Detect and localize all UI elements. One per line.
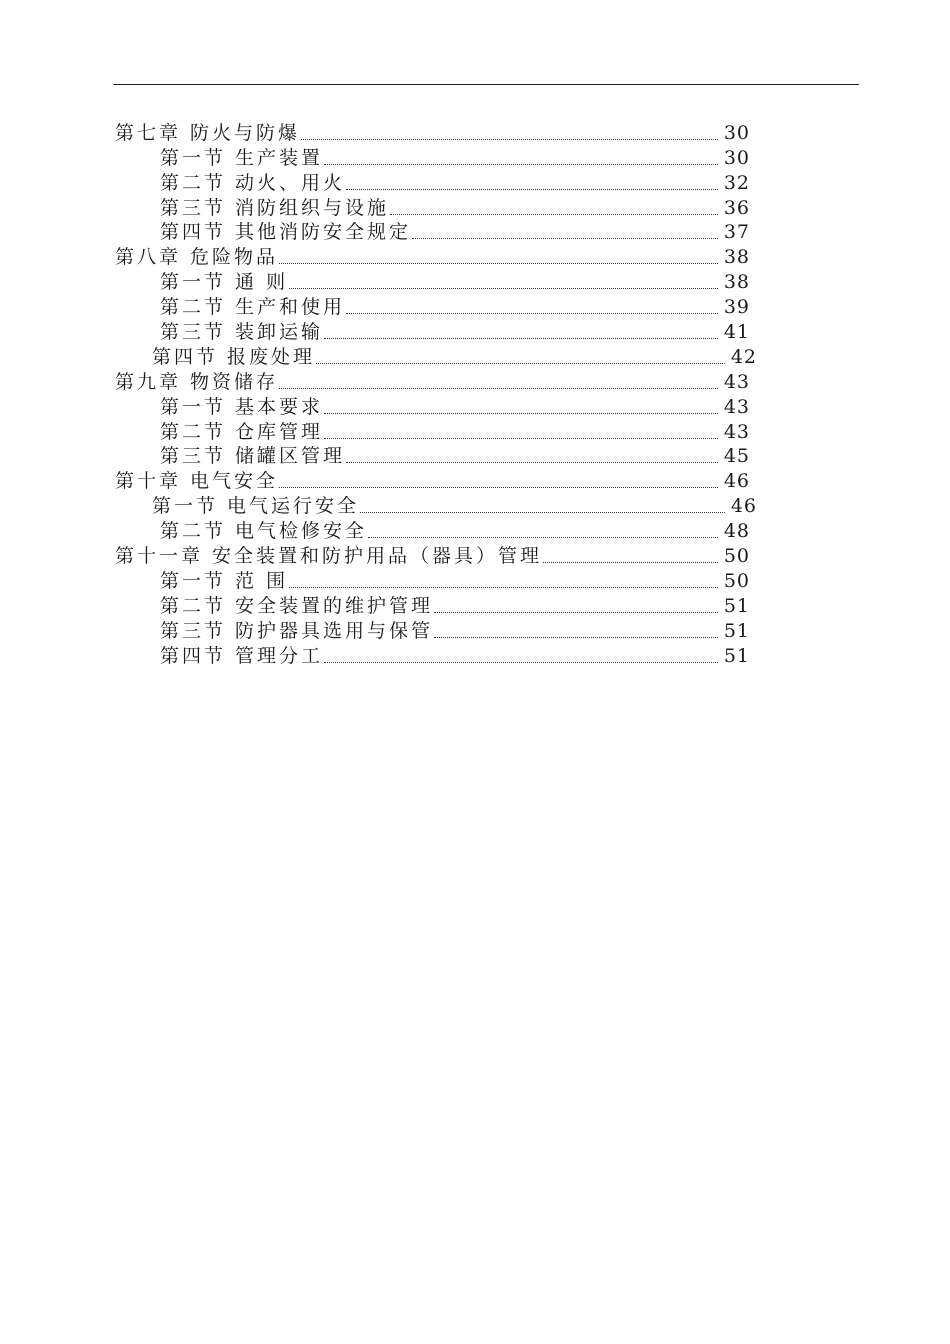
toc-entry-title: 第二节 安全装置的维护管理 <box>160 594 434 617</box>
toc-page-number: 30 <box>723 146 750 169</box>
table-of-contents <box>0 120 950 668</box>
toc-page-number: 30 <box>723 121 750 144</box>
toc-entry-title: 第十章 电气安全 <box>115 470 279 493</box>
toc-entry-title: 第八章 危险物品 <box>115 246 279 269</box>
toc-dot-leader <box>301 139 718 140</box>
toc-dot-leader <box>316 363 725 364</box>
toc-dot-leader <box>390 214 718 215</box>
toc-dot-leader <box>346 313 718 314</box>
toc-dot-leader <box>279 388 718 389</box>
toc-entry[interactable] <box>0 394 950 419</box>
toc-entry-title: 第四节 报废处理 <box>152 345 316 368</box>
toc-dot-leader <box>324 338 718 339</box>
toc-page-number: 42 <box>730 345 757 368</box>
toc-entry[interactable] <box>0 369 950 394</box>
toc-page-number: 43 <box>723 395 750 418</box>
toc-page-number: 43 <box>723 370 750 393</box>
toc-entry-title: 第一节 基本要求 <box>160 395 324 418</box>
toc-dot-leader <box>289 587 718 588</box>
toc-dot-leader <box>434 612 718 613</box>
toc-entry[interactable] <box>0 344 950 369</box>
toc-entry-title: 第一节 生产装置 <box>160 146 324 169</box>
toc-page-number: 38 <box>723 246 750 269</box>
toc-entry-title: 第一节 范 围 <box>160 569 289 592</box>
toc-page-number: 50 <box>723 569 750 592</box>
toc-page-number: 39 <box>723 296 750 319</box>
toc-entry[interactable] <box>0 568 950 593</box>
toc-dot-leader <box>279 487 718 488</box>
toc-entry[interactable] <box>0 145 950 170</box>
toc-entry[interactable] <box>0 643 950 668</box>
toc-page-number: 51 <box>723 594 750 617</box>
toc-entry-title: 第三节 装卸运输 <box>160 321 324 344</box>
toc-dot-leader <box>324 413 718 414</box>
toc-entry-title: 第二节 生产和使用 <box>160 296 346 319</box>
toc-entry[interactable] <box>0 618 950 643</box>
toc-page-number: 51 <box>723 644 750 667</box>
toc-page-number: 45 <box>723 445 750 468</box>
toc-page-number: 32 <box>723 171 750 194</box>
toc-dot-leader <box>412 238 718 239</box>
toc-entry[interactable] <box>0 518 950 543</box>
toc-entry[interactable] <box>0 269 950 294</box>
toc-dot-leader <box>360 512 725 513</box>
toc-dot-leader <box>346 189 718 190</box>
toc-dot-leader <box>279 263 718 264</box>
toc-entry[interactable] <box>0 120 950 145</box>
toc-dot-leader <box>324 662 718 663</box>
toc-dot-leader <box>324 438 718 439</box>
toc-page-number: 41 <box>723 321 750 344</box>
toc-page-number: 38 <box>723 271 750 294</box>
toc-page-number: 46 <box>730 495 757 518</box>
toc-page-number: 43 <box>723 420 750 443</box>
toc-dot-leader <box>434 637 718 638</box>
toc-entry[interactable] <box>0 593 950 618</box>
toc-entry-title: 第三节 防护器具选用与保管 <box>160 619 434 642</box>
toc-dot-leader <box>543 562 718 563</box>
toc-entry-title: 第一节 电气运行安全 <box>152 495 360 518</box>
toc-dot-leader <box>289 288 718 289</box>
toc-entry-title: 第一节 通 则 <box>160 271 289 294</box>
toc-entry-title: 第四节 其他消防安全规定 <box>160 221 412 244</box>
toc-entry[interactable] <box>0 419 950 444</box>
toc-entry[interactable] <box>0 543 950 568</box>
toc-entry[interactable] <box>0 220 950 245</box>
toc-entry[interactable] <box>0 294 950 319</box>
toc-entry-title: 第七章 防火与防爆 <box>115 121 301 144</box>
toc-page-number: 48 <box>723 520 750 543</box>
toc-entry[interactable] <box>0 444 950 469</box>
toc-page-number: 46 <box>723 470 750 493</box>
toc-entry-title: 第二节 电气检修安全 <box>160 520 368 543</box>
toc-entry[interactable] <box>0 195 950 220</box>
toc-dot-leader <box>368 537 718 538</box>
toc-entry[interactable] <box>0 170 950 195</box>
toc-entry[interactable] <box>0 493 950 518</box>
toc-entry-title: 第九章 物资储存 <box>115 370 279 393</box>
toc-dot-leader <box>346 462 718 463</box>
toc-dot-leader <box>324 164 718 165</box>
header-rule <box>113 84 859 85</box>
toc-entry[interactable] <box>0 319 950 344</box>
toc-page-number: 37 <box>723 221 750 244</box>
toc-entry[interactable] <box>0 244 950 269</box>
toc-entry-title: 第二节 动火、用火 <box>160 171 346 194</box>
toc-entry-title: 第三节 储罐区管理 <box>160 445 346 468</box>
toc-entry-title: 第三节 消防组织与设施 <box>160 196 390 219</box>
toc-entry-title: 第二节 仓库管理 <box>160 420 324 443</box>
toc-page-number: 51 <box>723 619 750 642</box>
toc-entry[interactable] <box>0 468 950 493</box>
toc-entry-title: 第十一章 安全装置和防护用品（器具）管理 <box>115 545 543 568</box>
toc-page-number: 50 <box>723 545 750 568</box>
toc-entry-title: 第四节 管理分工 <box>160 644 324 667</box>
toc-page-number: 36 <box>723 196 750 219</box>
